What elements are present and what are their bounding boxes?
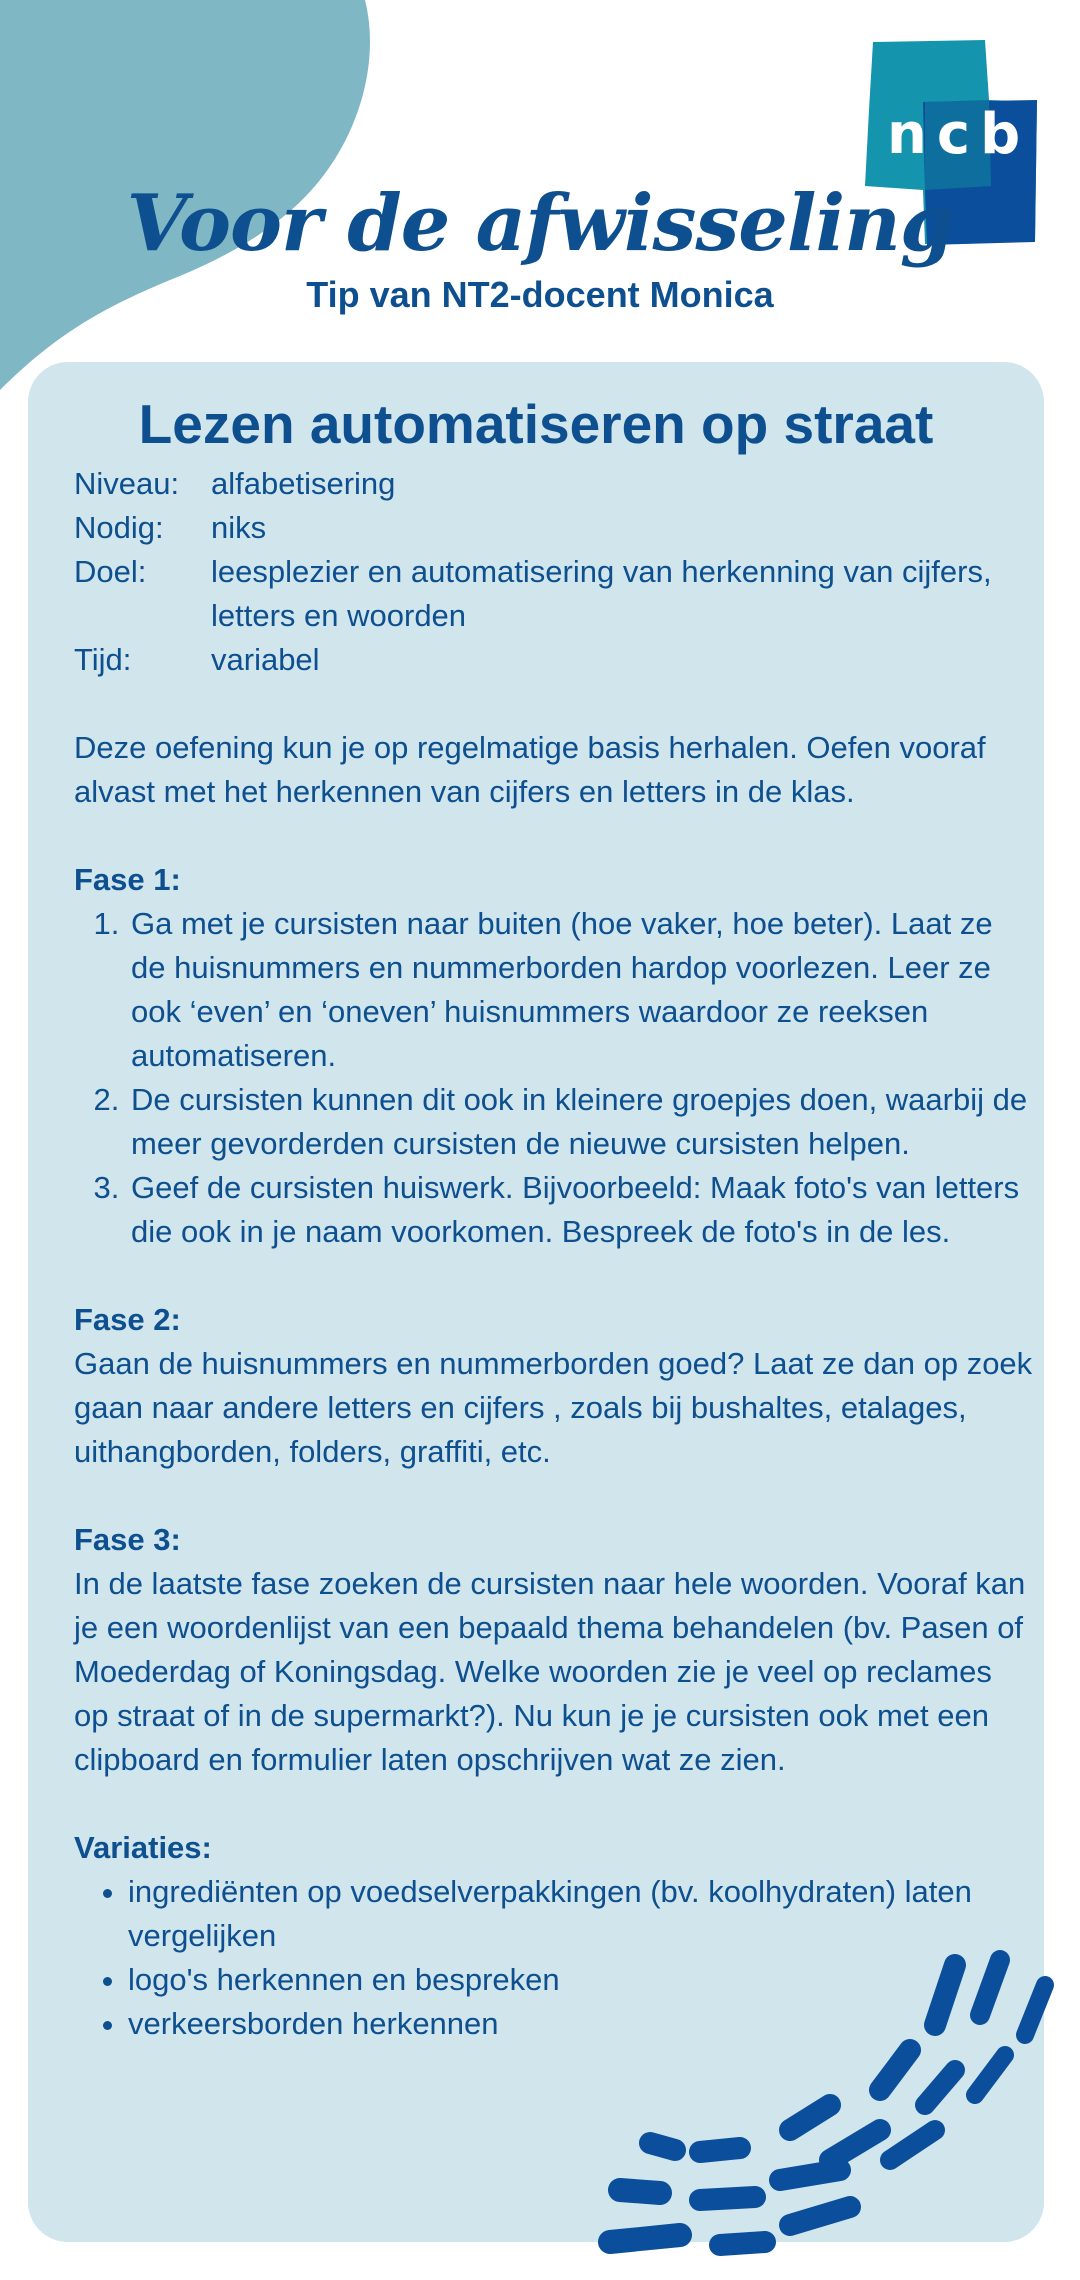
- phase1-title: Fase 1:: [74, 862, 181, 897]
- phase2-text: Gaan de huisnummers en nummerborden goed? Laat ze dan op zoek gaan naar andere letters en cijfers , zoals bij bushaltes, etalages, uithangborden, folders, graffiti, etc.: [74, 1346, 1033, 1469]
- meta-value: variabel: [211, 642, 320, 677]
- meta-row-goal: [74, 550, 1034, 638]
- meta-value: niks: [211, 510, 267, 545]
- meta-row-level: [74, 462, 1034, 506]
- header-subtitle: Tip van NT2-docent Monica: [306, 274, 774, 315]
- intro-paragraph: Deze oefening kun je op regelmatige basis herhalen. Oefen vooraf alvast met het herkennen van cijfers en letters in de klas.: [74, 730, 986, 809]
- meta-key: Doel:: [74, 554, 147, 589]
- card-content: [74, 462, 1034, 2046]
- phase3-title: Fase 3:: [74, 1522, 181, 1557]
- meta-key: Tijd:: [74, 642, 132, 677]
- list-item: 2. De cursisten kunnen dit ook in kleinere groepjes doen, waarbij de meer gevorderden cursisten de nieuwe cursisten helpen.: [128, 1078, 1034, 1166]
- variations-title: Variaties:: [74, 1830, 212, 1865]
- card-title: Lezen automatiseren op straat: [138, 393, 934, 455]
- meta-row-time: [74, 638, 1034, 682]
- list-item: • logo's herkennen en bespreken: [128, 1958, 1034, 2002]
- phase3-text: In de laatste fase zoeken de cursisten naar hele woorden. Vooraf kan je een woordenlijst van een bepaald thema behandelen (bv. Pasen of Moederdag of Koningsdag. Welke woorden zie je veel op reclames op straat of in de supermarkt?). Nu kun je je cursisten ook met een clipboard en formulier laten opschrijven wat ze zien.: [74, 1566, 1026, 1777]
- meta-key: Niveau:: [74, 466, 180, 501]
- list-item: • verkeersborden herkennen: [128, 2002, 1034, 2046]
- list-item: • ingrediënten op voedselverpakkingen (bv. koolhydraten) laten vergelijken: [128, 1870, 1034, 1958]
- header-title: Voor de afwisseling: [126, 178, 954, 269]
- meta-value: leesplezier en automatisering van herkenning van cijfers, letters en woorden: [211, 554, 992, 633]
- logo-text: ncb: [887, 102, 1031, 167]
- phase2-title: Fase 2:: [74, 1302, 181, 1337]
- list-item: 3. Geef de cursisten huiswerk. Bijvoorbeeld: Maak foto's van letters die ook in je naam voorkomen. Bespreek de foto's in de les.: [128, 1166, 1034, 1254]
- meta-value: alfabetisering: [211, 466, 396, 501]
- meta-row-needed: [74, 506, 1034, 550]
- meta-key: Nodig:: [74, 510, 164, 545]
- brush-strokes-decoration: [590, 1945, 1080, 2275]
- phase1-list: [74, 902, 1034, 1254]
- list-item: 1. Ga met je cursisten naar buiten (hoe vaker, hoe beter). Laat ze de huisnummers en nummerborden hardop voorlezen. Leer ze ook ‘even’ en ‘oneven’ huisnummers waardoor ze reeksen automatiseren.: [128, 902, 1034, 1078]
